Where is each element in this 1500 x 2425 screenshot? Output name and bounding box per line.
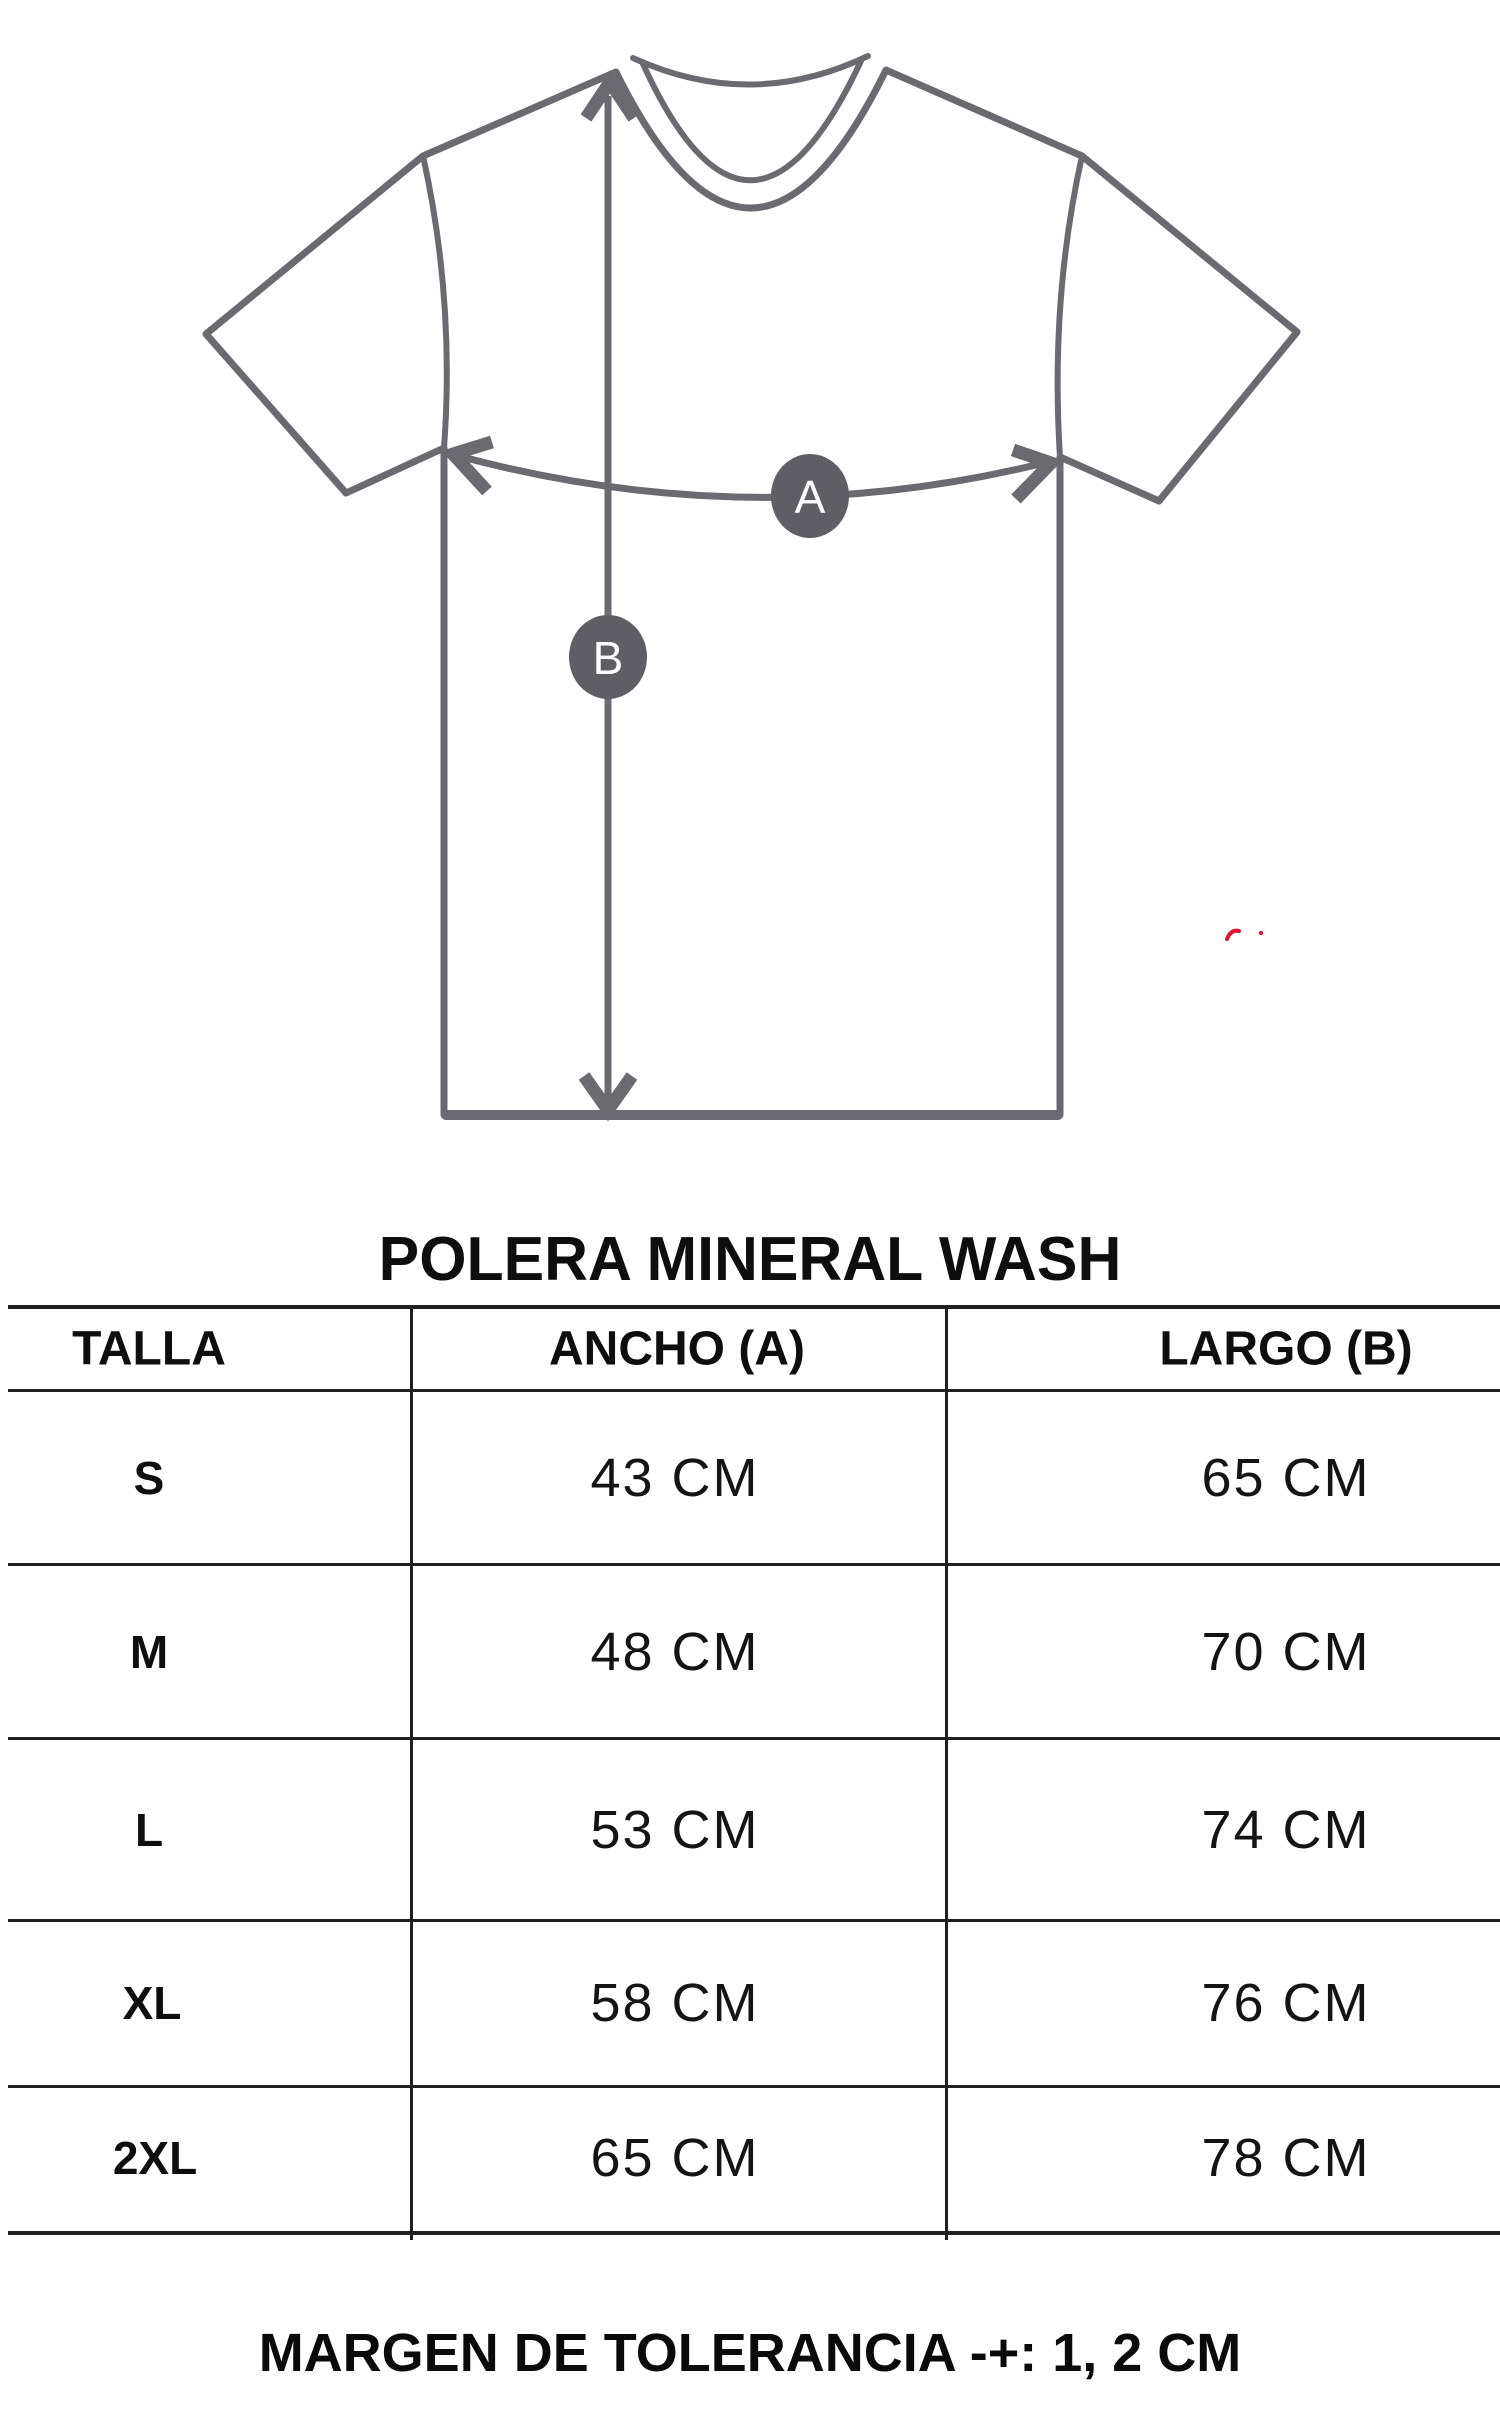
row-m-size: M [129,1626,169,1678]
row-l-ancho: 53 CM [590,1800,760,1860]
row-xl-ancho: 58 CM [590,1973,760,2033]
a-arrow-shaft [455,455,1048,497]
row-xl-largo: 76 CM [1201,1973,1371,2033]
tolerance-note: MARGEN DE TOLERANCIA -+: 1, 2 CM [258,2323,1242,2383]
header-talla: TALLA [72,1322,226,1376]
row-l-size: L [134,1804,164,1856]
a-arrowhead-right-icon [1013,450,1051,499]
width-measure-arrow [453,442,1051,499]
right-armhole-seam [1058,156,1082,457]
table-border-row-l [8,1919,1500,1922]
row-s-size: S [133,1452,165,1504]
b-badge-label: B [592,632,624,684]
measure-badge-a [771,454,849,538]
table-border-row-m [8,1737,1500,1740]
table-border-row-xl [8,2085,1500,2088]
row-m-ancho: 48 CM [590,1622,760,1682]
table-divider-col1 [410,1305,413,2240]
row-s-largo: 65 CM [1201,1448,1371,1508]
header-largo: LARGO (B) [1159,1322,1413,1376]
table-border-bottom [8,2231,1500,2235]
header-ancho: ANCHO (A) [549,1322,805,1376]
row-2xl-size: 2XL [112,2132,198,2184]
chart-title: POLERA MINERAL WASH [378,1225,1122,1294]
row-s-ancho: 43 CM [590,1448,760,1508]
row-l-largo: 74 CM [1201,1800,1371,1860]
a-badge-label: A [794,471,826,523]
tshirt-outline [206,70,1297,1115]
table-border-row-s [8,1563,1500,1566]
table-border-header-bottom [8,1389,1500,1392]
collar-back-neck [633,56,868,85]
table-divider-col2 [945,1305,948,2240]
stray-red-marks [1227,931,1263,939]
row-2xl-largo: 78 CM [1201,2128,1371,2188]
measure-badge-b [569,615,647,699]
row-xl-size: XL [122,1977,182,2029]
row-m-largo: 70 CM [1201,1622,1371,1682]
stray-red-squiggle [1227,931,1239,939]
stray-red-dot [1259,931,1263,935]
table-border-top [8,1305,1500,1309]
length-measure-arrow [584,82,634,1110]
left-armhole-seam [423,156,447,448]
tshirt-measurement-diagram [0,0,1500,1185]
row-2xl-ancho: 65 CM [590,2128,760,2188]
